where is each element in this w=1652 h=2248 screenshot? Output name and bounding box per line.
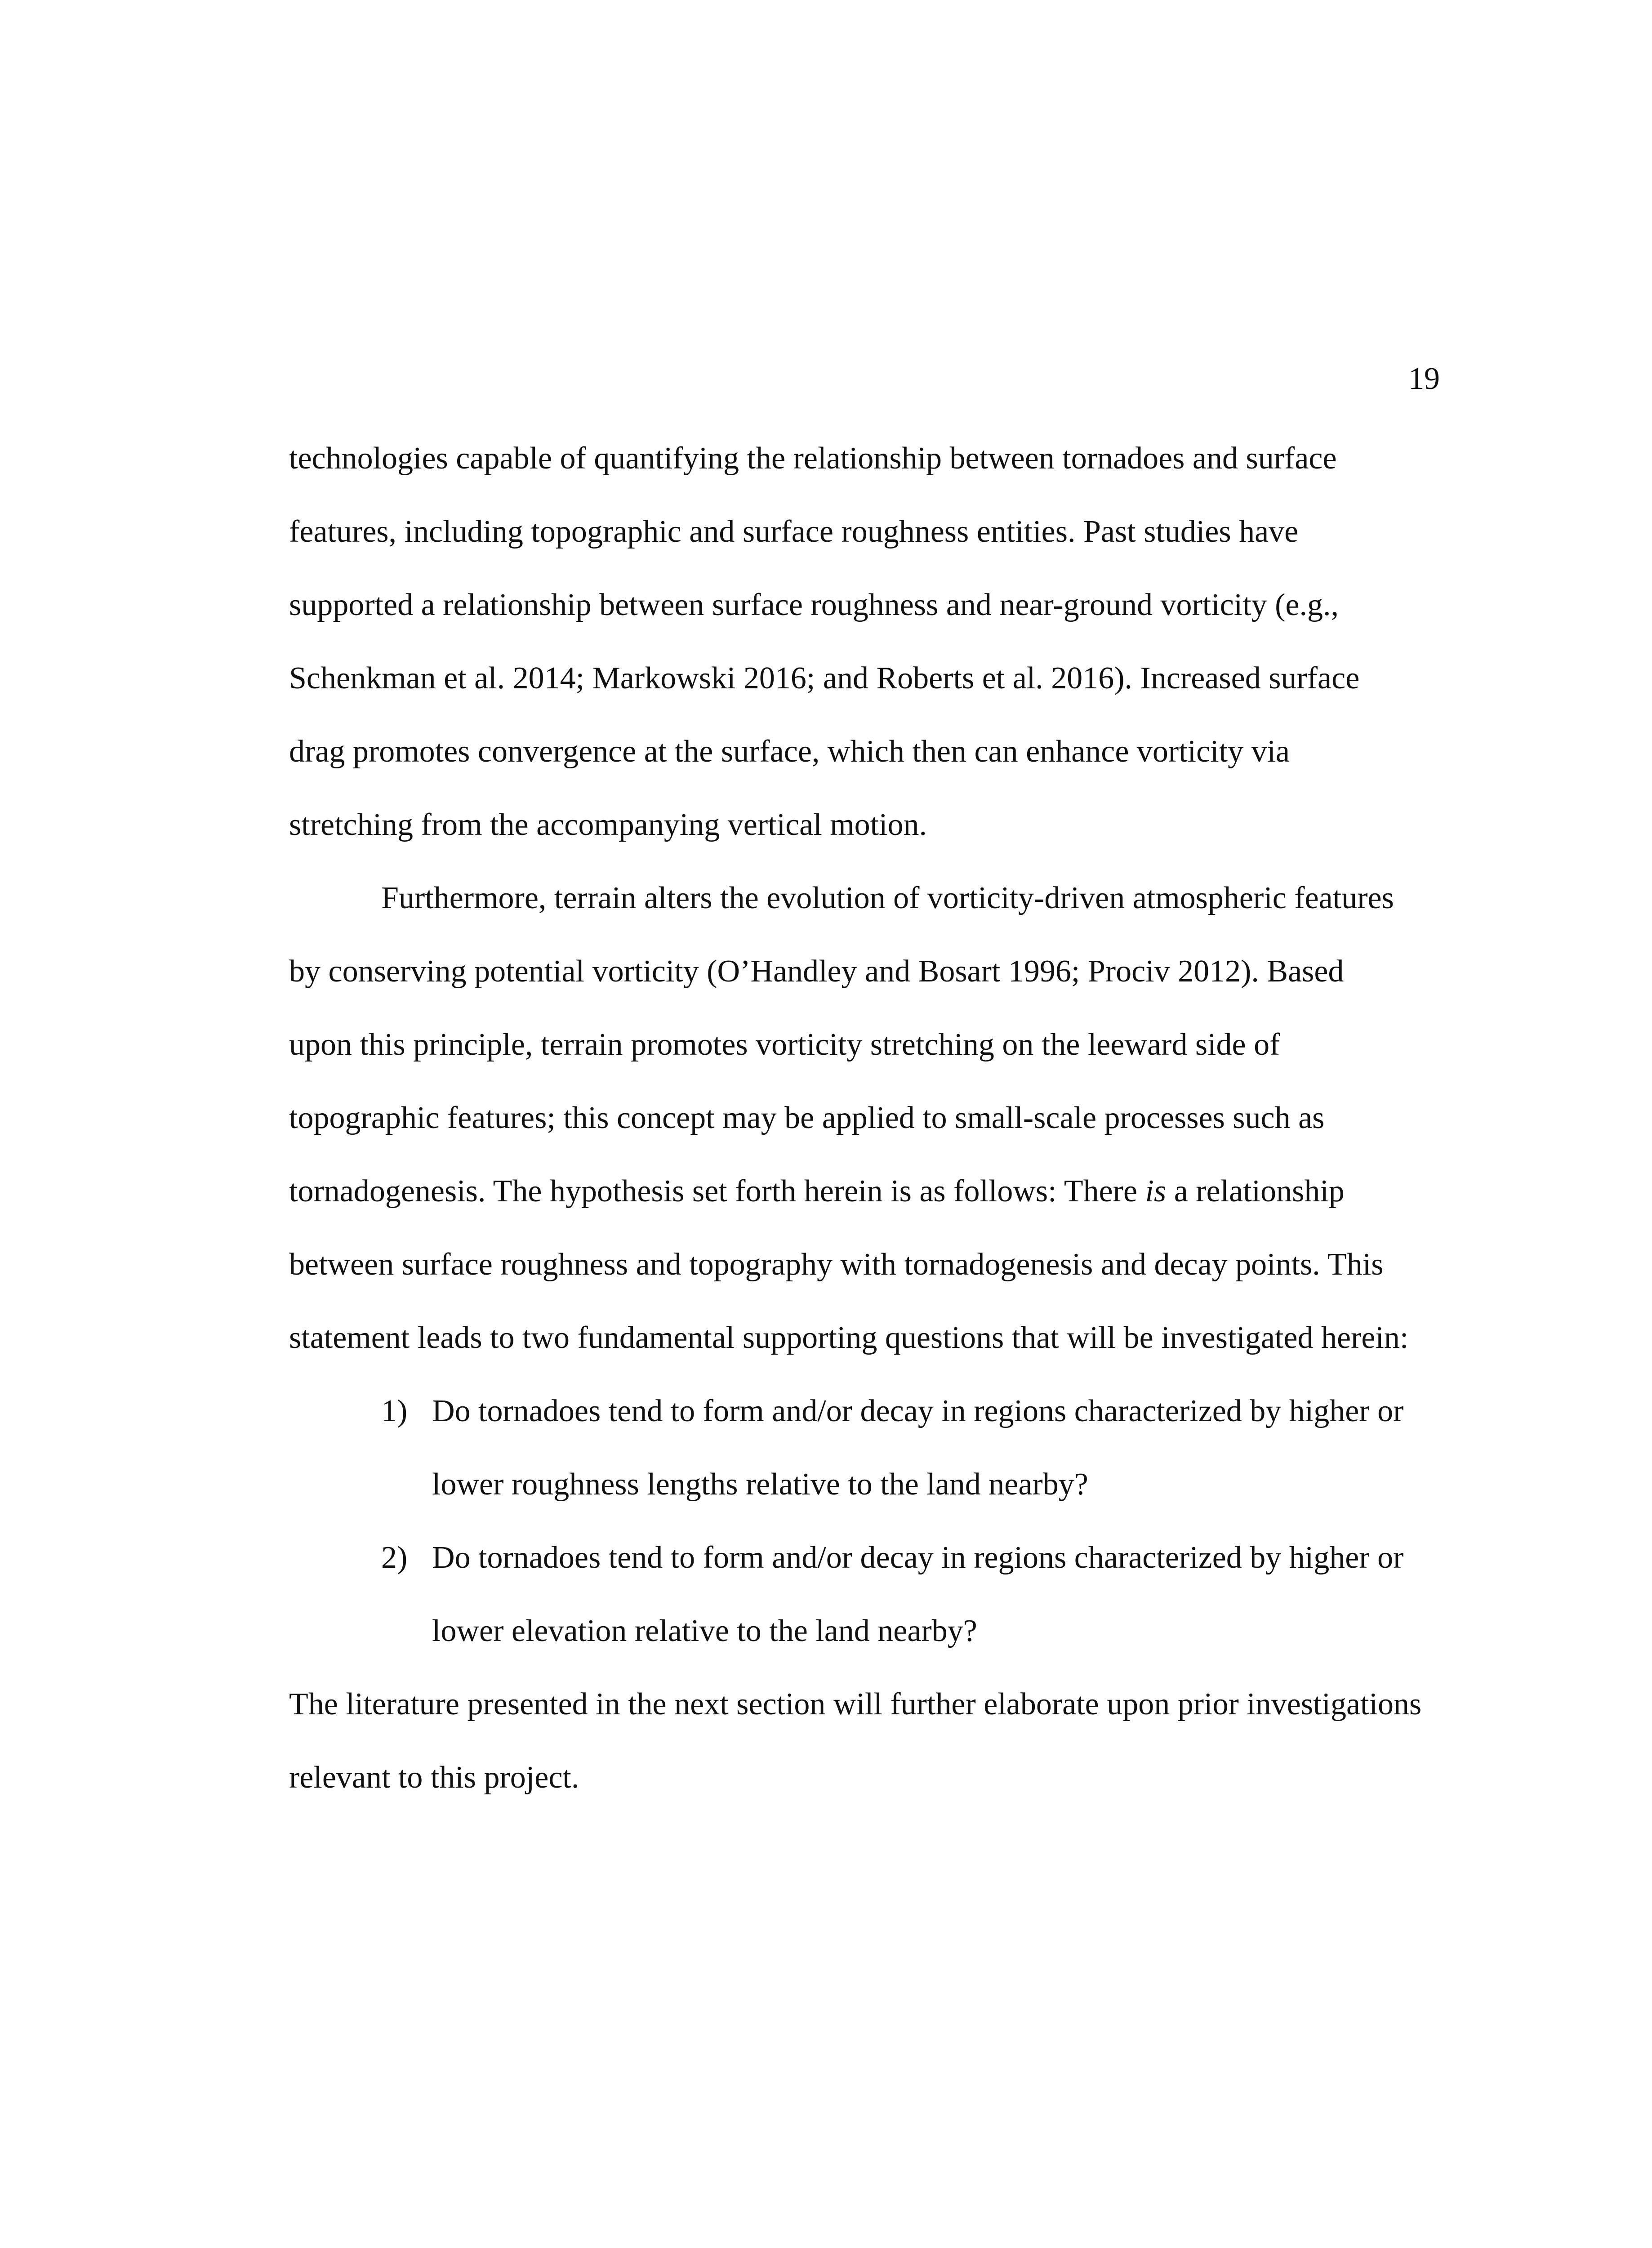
text-line: technologies capable of quantifying the relationship between tornadoes and surface bbox=[289, 441, 1337, 476]
text-segment: tornadogenesis. The hypothesis set forth herein is as follows: There bbox=[289, 1174, 1145, 1209]
text-segment: a relationship bbox=[1166, 1174, 1345, 1209]
text-line: Schenkman et al. 2014; Markowski 2016; and Roberts et al. 2016). Increased surface bbox=[289, 661, 1360, 696]
list-item-text: Do tornadoes tend to form and/or decay in regions characterized by higher or bbox=[432, 1540, 1404, 1575]
text-line: statement leads to two fundamental supporting questions that will be investigated herein: bbox=[289, 1320, 1409, 1355]
text-line: by conserving potential vorticity (O’Handley and Bosart 1996; Prociv 2012). Based bbox=[289, 954, 1344, 989]
list-item bbox=[289, 1389, 1449, 1462]
page-number: 19 bbox=[1408, 361, 1440, 396]
paragraph-1 bbox=[289, 436, 1449, 876]
list-item bbox=[289, 1535, 1449, 1609]
text-line: drag promotes convergence at the surface, which then can enhance vorticity via bbox=[289, 734, 1290, 769]
emphasis-text: is bbox=[1145, 1174, 1167, 1209]
text-line: between surface roughness and topography with tornadogenesis and decay points. This bbox=[289, 1247, 1384, 1282]
text-line: topographic features; this concept may be applied to small-scale processes such as bbox=[289, 1101, 1325, 1135]
list-item-continuation: lower roughness lengths relative to the land nearby? bbox=[432, 1467, 1088, 1502]
text-line: relevant to this project. bbox=[289, 1760, 579, 1795]
text-line: supported a relationship between surface roughness and near-ground vorticity (e.g., bbox=[289, 588, 1339, 622]
list-marker: 2) bbox=[381, 1540, 408, 1575]
text-line: stretching from the accompanying vertical motion. bbox=[289, 807, 927, 842]
paragraph-3 bbox=[289, 1682, 1449, 1829]
question-list bbox=[289, 1389, 1449, 1682]
list-item-text: Do tornadoes tend to form and/or decay in regions characterized by higher or bbox=[432, 1394, 1404, 1428]
list-marker: 1) bbox=[381, 1394, 408, 1428]
list-item-continuation: lower elevation relative to the land nearby? bbox=[432, 1614, 977, 1648]
text-line: upon this principle, terrain promotes vorticity stretching on the leeward side of bbox=[289, 1027, 1280, 1062]
body-text bbox=[289, 436, 1449, 1829]
text-line: features, including topographic and surface roughness entities. Past studies have bbox=[289, 514, 1299, 549]
text-line: Furthermore, terrain alters the evolution of vorticity-driven atmospheric features bbox=[381, 881, 1394, 915]
paragraph-2 bbox=[289, 876, 1449, 1389]
text-line: The literature presented in the next section will further elaborate upon prior investigations bbox=[289, 1687, 1422, 1722]
text-line bbox=[289, 1169, 1449, 1242]
